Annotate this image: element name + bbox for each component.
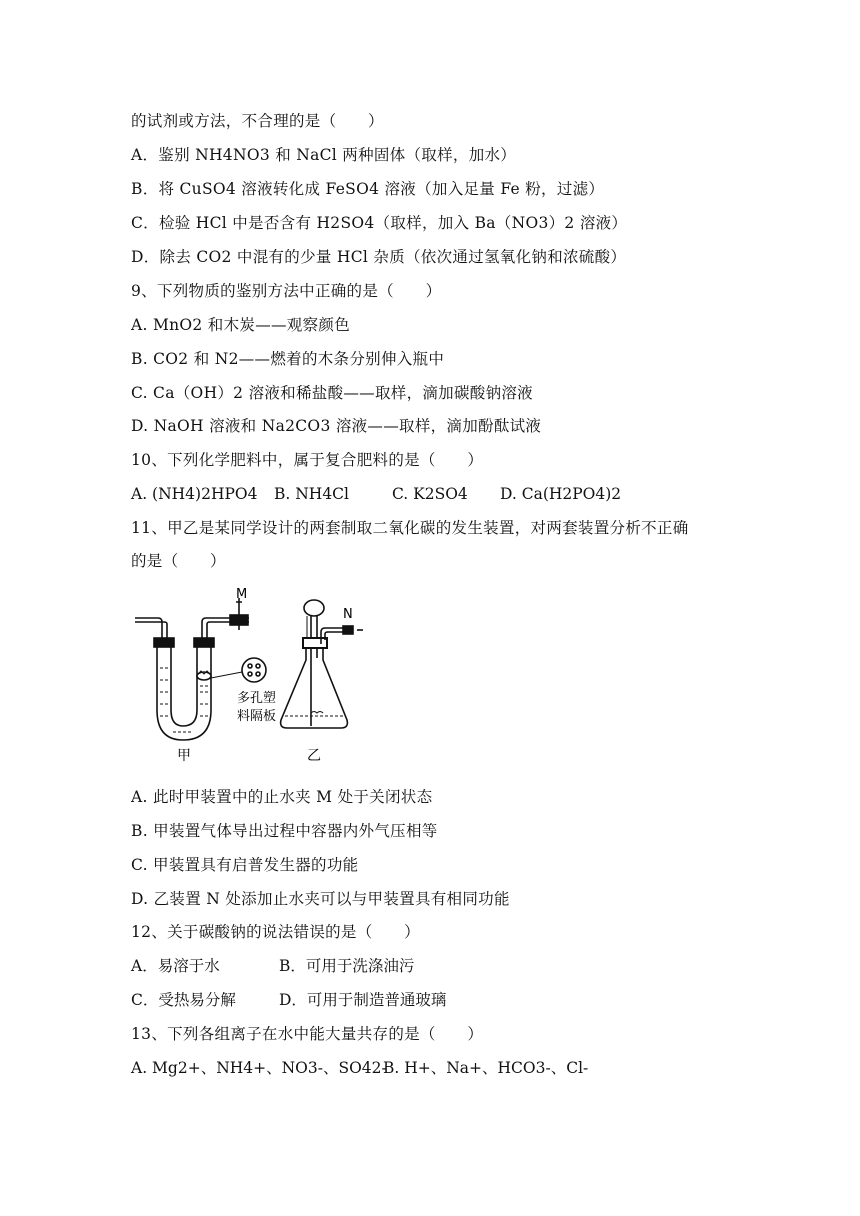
q12-stem: 12、关于碳酸钠的说法错误的是（ ） [131, 923, 420, 941]
q12-option-c: C．受热易分解 [131, 991, 236, 1009]
q11-option-b: B. 甲装置气体导出过程中容器内外气压相等 [131, 822, 438, 840]
q10-option-b: B. NH4Cl [274, 485, 350, 503]
q11-stem-1: 11、甲乙是某同学设计的两套制取二氧化碳的发生装置，对两套装置分析不正确 [131, 519, 689, 537]
q13-stem: 13、下列各组离子在水中能大量共存的是（ ） [131, 1025, 484, 1043]
plate-label-line1: 多孔塑 [237, 691, 277, 706]
q12-option-b: B．可用于洗涤油污 [279, 957, 415, 975]
q10-option-a: A. (NH4)2HPO4 [131, 485, 258, 503]
clip-m-label: M [236, 588, 248, 602]
caption-yi: 乙 [307, 748, 321, 764]
q9-option-b: B. CO2 和 N2——燃着的木条分别伸入瓶中 [131, 350, 445, 368]
q11-option-d: D. 乙装置 N 处添加止水夹可以与甲装置具有相同功能 [131, 890, 510, 908]
clip-n-label: N [343, 607, 353, 622]
q8-option-a: A．鉴别 NH4NO3 和 NaCl 两种固体（取样，加水） [131, 146, 517, 164]
q11-option-c: C. 甲装置具有启普发生器的功能 [131, 856, 359, 874]
q8-option-c: C．检验 HCl 中是否含有 H2SO4（取样，加入 Ba（NO3）2 溶液） [131, 214, 628, 232]
q9-option-d: D. NaOH 溶液和 Na2CO3 溶液——取样，滴加酚酞试液 [131, 417, 542, 435]
q12-option-d: D．可用于制造普通玻璃 [279, 991, 447, 1009]
q10-option-d: D. Ca(H2PO4)2 [500, 485, 622, 503]
q9-stem: 9、下列物质的鉴别方法中正确的是（ ） [131, 282, 442, 300]
q8-option-b: B．将 CuSO4 溶液转化成 FeSO4 溶液（加入足量 Fe 粉，过滤） [131, 180, 605, 198]
q10-option-c: C. K2SO4 [392, 485, 468, 503]
q10-stem: 10、下列化学肥料中，属于复合肥料的是（ ） [131, 451, 484, 469]
q9-option-a: A. MnO2 和木炭——观察颜色 [131, 316, 350, 334]
caption-jia: 甲 [177, 748, 191, 764]
q9-option-c: C. Ca（OH）2 溶液和稀盐酸——取样，滴加碳酸钠溶液 [131, 384, 533, 402]
q13-option-a: A. Mg2+、NH4+、NO3-、SO42- [131, 1059, 387, 1077]
plate-label-line2: 料隔板 [237, 709, 277, 724]
q11-option-a: A. 此时甲装置中的止水夹 M 处于关闭状态 [131, 788, 433, 806]
q8-option-d: D．除去 CO2 中混有的少量 HCl 杂质（依次通过氢氧化钠和浓硫酸） [131, 248, 627, 266]
apparatus-figure [131, 588, 371, 768]
q13-option-b: B. H+、Na+、HCO3-、Cl- [383, 1059, 589, 1077]
q8-stem-end: 的试剂或方法，不合理的是（ ） [131, 112, 384, 130]
q11-stem-2: 的是（ ） [131, 552, 226, 570]
q12-option-a: A．易溶于水 [131, 957, 220, 975]
